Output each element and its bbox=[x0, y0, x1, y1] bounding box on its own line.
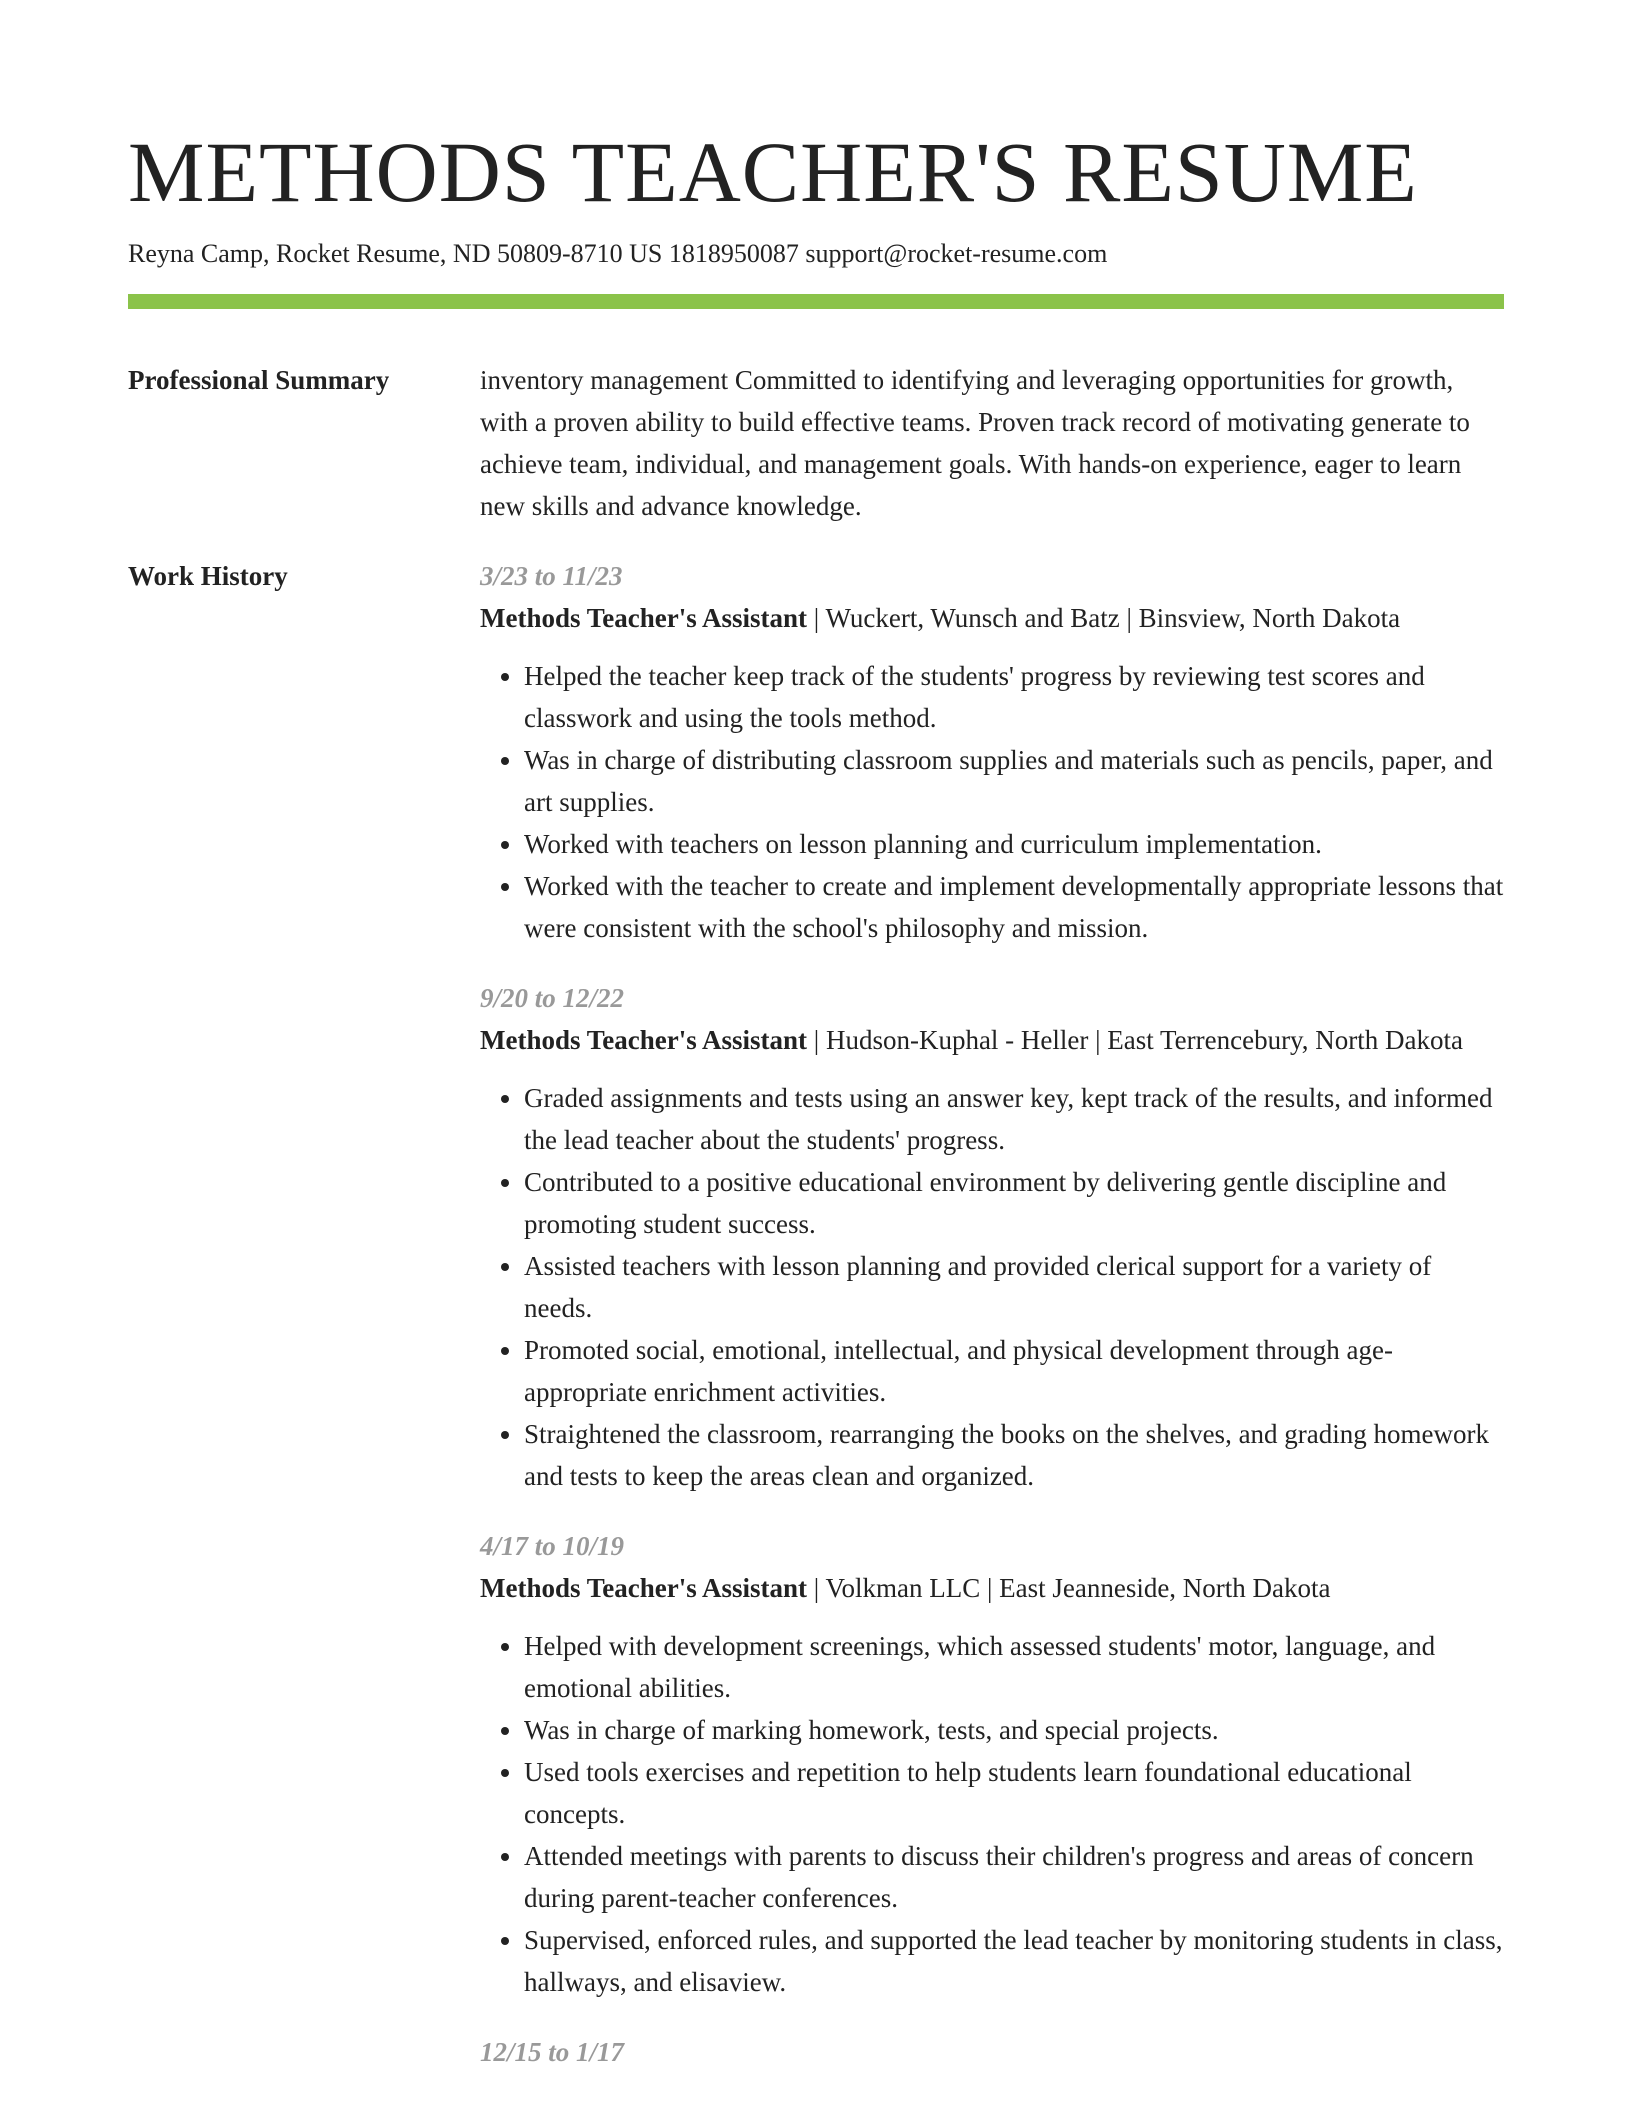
section-label-work-history: Work History bbox=[128, 561, 288, 591]
work-history-body bbox=[480, 555, 1504, 2101]
job-dates: 9/20 to 12/22 bbox=[480, 983, 625, 1013]
contact-line: Reyna Camp, Rocket Resume, ND 50809-8710 US 1818950087 support@rocket-resume.com bbox=[128, 239, 1108, 268]
list-item: • Graded assignments and tests using an answer key, kept track of the results, and informed the lead teacher about the students' progress. bbox=[524, 1077, 1504, 1161]
job-title-line bbox=[480, 597, 1504, 639]
list-item: • Was in charge of marking homework, tests, and special projects. bbox=[524, 1709, 1504, 1751]
work-history-section bbox=[128, 555, 1504, 2101]
list-item: • Assisted teachers with lesson planning and provided clerical support for a variety of needs. bbox=[524, 1245, 1504, 1329]
list-item: • Helped the teacher keep track of the students' progress by reviewing test scores and classwork and using the tools method. bbox=[524, 655, 1504, 739]
page-title: METHODS TEACHER'S RESUME bbox=[128, 124, 1418, 220]
job-title: Methods Teacher's Assistant bbox=[480, 603, 808, 633]
job-details: | Volkman LLC | East Jeanneside, North Dakota bbox=[807, 1573, 1331, 1603]
job-entry bbox=[480, 555, 1504, 949]
job-title: Methods Teacher's Assistant bbox=[480, 1573, 808, 1603]
job-title-line bbox=[480, 1019, 1504, 1061]
job-bullets bbox=[480, 655, 1504, 949]
list-item: • Worked with teachers on lesson planning and curriculum implementation. bbox=[524, 823, 1504, 865]
resume-page bbox=[128, 0, 1504, 2101]
list-item: • Attended meetings with parents to discuss their children's progress and areas of concern during parent-teacher conferences. bbox=[524, 1835, 1504, 1919]
list-item: • Used tools exercises and repetition to help students learn foundational educational concepts. bbox=[524, 1751, 1504, 1835]
list-item: • Was in charge of distributing classroom supplies and materials such as pencils, paper, and art supplies. bbox=[524, 739, 1504, 823]
list-item: • Contributed to a positive educational environment by delivering gentle discipline and promoting student success. bbox=[524, 1161, 1504, 1245]
job-entry bbox=[480, 977, 1504, 1497]
header-divider bbox=[128, 294, 1504, 309]
job-bullets bbox=[480, 1625, 1504, 2003]
section-label-summary: Professional Summary bbox=[128, 365, 390, 395]
summary-section bbox=[128, 359, 1504, 527]
job-dates: 3/23 to 11/23 bbox=[480, 561, 623, 591]
job-title-line bbox=[480, 1567, 1504, 1609]
list-item: • Worked with the teacher to create and implement developmentally appropriate lessons that were consistent with the school's philosophy and mission. bbox=[524, 865, 1504, 949]
job-dates: 12/15 to 1/17 bbox=[480, 2037, 625, 2067]
summary-text: inventory management Committed to identifying and leveraging opportunities for growth, with a proven ability to build effective teams. Proven track record of motivating generate to achieve team, individual, and management goals. With hands-on experience, eager to learn new skills and advance knowledge. bbox=[480, 365, 1470, 521]
list-item: • Supervised, enforced rules, and supported the lead teacher by monitoring students in class, hallways, and elisaview. bbox=[524, 1919, 1504, 2003]
job-details: | Hudson-Kuphal - Heller | East Terrencebury, North Dakota bbox=[807, 1025, 1464, 1055]
list-item: • Promoted social, emotional, intellectual, and physical development through age-appropriate enrichment activities. bbox=[524, 1329, 1504, 1413]
list-item: • Straightened the classroom, rearranging the books on the shelves, and grading homework and tests to keep the areas clean and organized. bbox=[524, 1413, 1504, 1497]
job-details: | Wuckert, Wunsch and Batz | Binsview, North Dakota bbox=[807, 603, 1401, 633]
job-entry bbox=[480, 2031, 1504, 2073]
list-item: • Helped with development screenings, which assessed students' motor, language, and emotional abilities. bbox=[524, 1625, 1504, 1709]
summary-body bbox=[480, 359, 1504, 527]
job-title: Methods Teacher's Assistant bbox=[480, 1025, 808, 1055]
job-dates: 4/17 to 10/19 bbox=[480, 1531, 625, 1561]
job-bullets bbox=[480, 1077, 1504, 1497]
job-entry bbox=[480, 1525, 1504, 2003]
